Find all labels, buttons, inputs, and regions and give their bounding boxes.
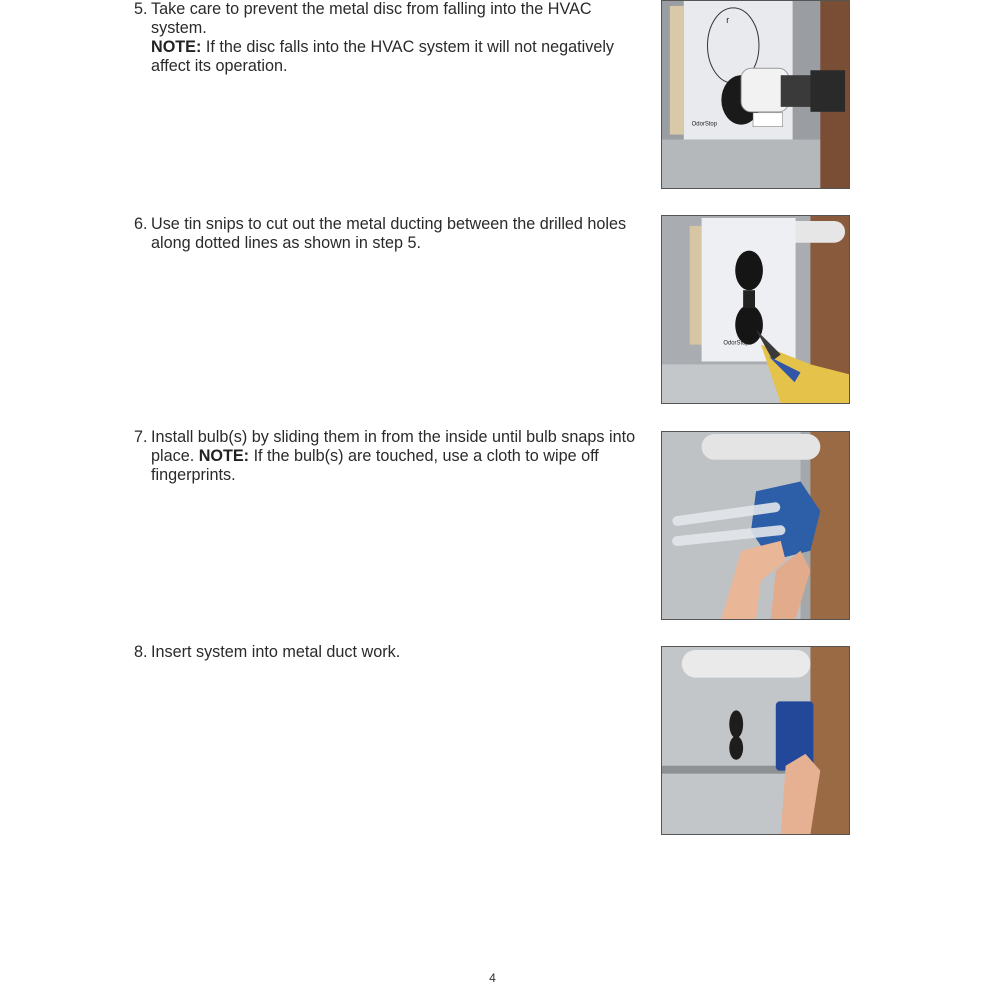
note-label: NOTE: [151, 38, 202, 56]
step-7-photo [661, 431, 850, 620]
step-text [151, 215, 639, 253]
step-5-photo [661, 0, 850, 189]
step-number: 8. [134, 643, 148, 661]
step-8 [134, 643, 639, 662]
step-text [151, 428, 639, 485]
step-instruction: Use tin snips to cut out the metal ducting between the drilled holes along dotted lines as shown in step 5. [151, 215, 627, 252]
step-6 [134, 215, 639, 253]
step-number: 7. [134, 428, 148, 446]
note-label: NOTE: [198, 447, 250, 465]
step-number: 5. [134, 0, 148, 18]
step-8-photo [661, 646, 850, 835]
svg-text:r: r [726, 14, 730, 25]
step-6-photo [661, 215, 850, 404]
step-text [151, 0, 639, 76]
step-instruction: Insert system into metal duct work. [151, 643, 401, 661]
logo: OdorStop [723, 340, 749, 347]
note-text: If the disc falls into the HVAC system it will not negatively affect its operation. [151, 38, 615, 75]
step-number: 6. [134, 215, 148, 233]
step-7 [134, 428, 639, 485]
note-text: If the bulb(s) are touched, use a cloth to wipe off fingerprints. [151, 447, 599, 484]
step-5 [134, 0, 639, 76]
step-text [151, 643, 639, 662]
step-instruction: Take care to prevent the metal disc from falling into the HVAC system. [151, 0, 592, 37]
logo: OdorStop [691, 121, 718, 128]
step-instruction: Install bulb(s) by sliding them in from the inside until bulb snaps into place. [151, 428, 636, 465]
page-number: 4 [489, 971, 496, 985]
